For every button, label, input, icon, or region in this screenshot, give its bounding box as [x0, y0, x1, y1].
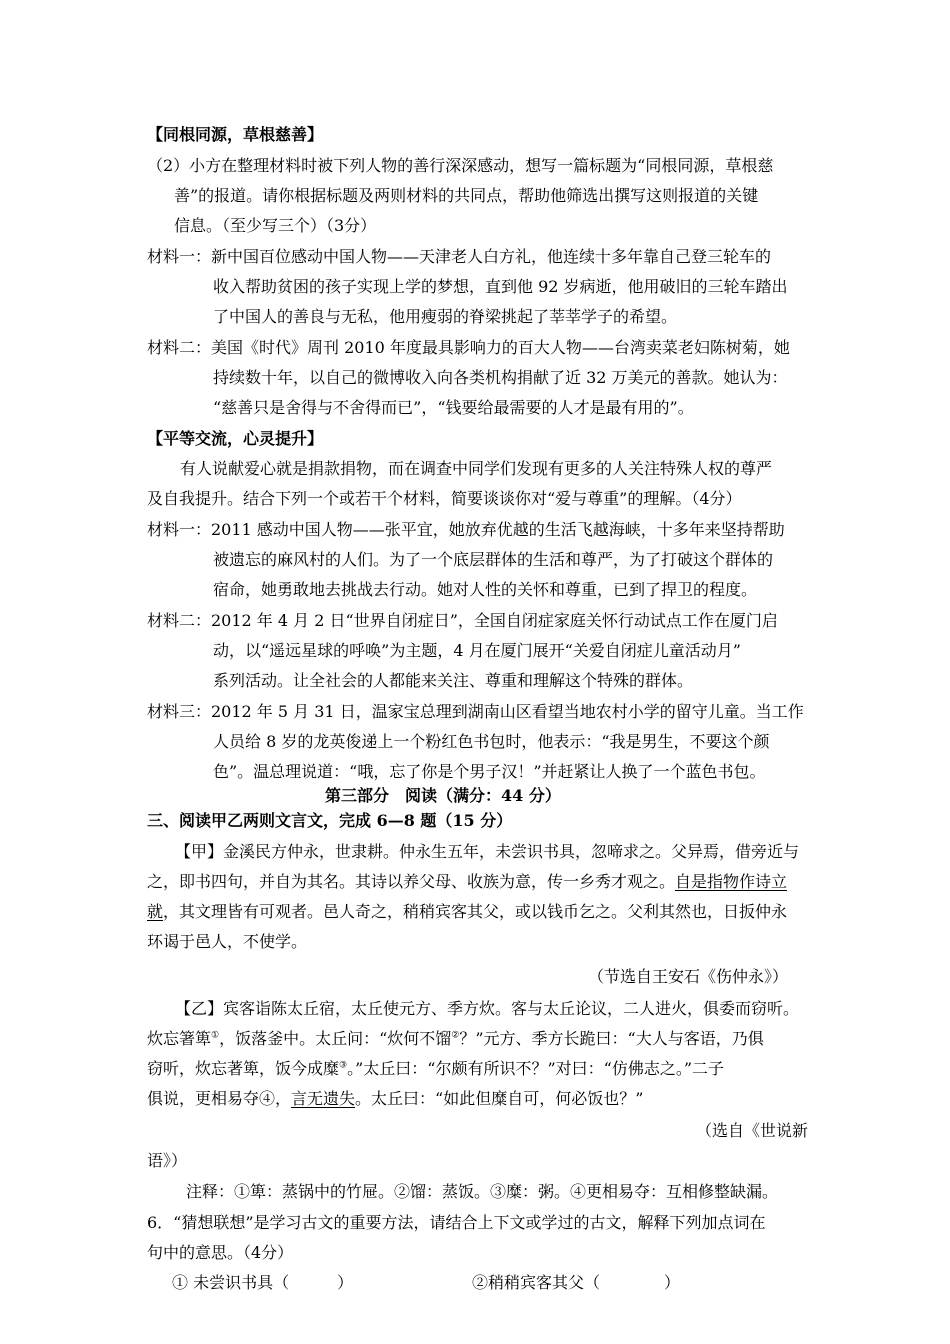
passage-text: ，其文理皆有可观者。邑人奇之，稍稍宾客其父，或以钱币乞之。父利其然也，日扳仲永 [163, 902, 788, 921]
footnote-marker: ① [211, 1030, 220, 1041]
intro-line: 及自我提升。结合下列一个或若干个材料，简要谈谈你对“爱与尊重”的理解。（4分） [147, 489, 742, 508]
passage-text: 炊忘箸箄 [147, 1029, 212, 1048]
passage-text: ，饭落釜中。太丘问：“炊何不馏 [219, 1029, 452, 1048]
question-2-line: 信息。（至少写三个）（3分） [174, 216, 377, 235]
material-line: 材料二：美国《时代》周刊 2010 年度最具影响力的百大人物——台湾卖菜老妇陈树菊，她 [147, 338, 790, 357]
underlined-phrase: 言无遗失 [291, 1089, 356, 1108]
section-heading-grassroots-charity: 【同根同源，草根慈善】 [147, 125, 324, 144]
question-2-line: 善”的报道。请你根据标题及两则材料的共同点，帮助他筛选出撰写这则报道的关键 [174, 186, 759, 205]
passage-yi-line [147, 1058, 724, 1080]
material-line: 材料一：新中国百位感动中国人物——天津老人白方礼，他连续十多年靠自己登三轮车的 [147, 247, 772, 266]
passage-text: ？”元方、季方长跪曰：“大人与客语，乃俱 [459, 1029, 764, 1048]
section-heading-equal-exchange: 【平等交流，心灵提升】 [147, 429, 324, 448]
question-6-item-1: ① 未尝识书具（ ） [172, 1273, 354, 1292]
intro-line: 有人说献爱心就是捐款捐物，而在调查中同学们发现有更多的人关注特殊人权的尊严 [180, 459, 773, 478]
passage-text: 之，即书四句，并自为其名。其诗以养父母、收族为意，传一乡秀才观之。 [147, 872, 676, 891]
passage-text: 俱说，更相易夺④， [147, 1089, 292, 1108]
part-3-title: 第三部分 阅读（满分：44 分） [325, 786, 561, 805]
passage-text: 窃听，炊忘著箄，饭今成糜 [147, 1059, 340, 1078]
material-line: 了中国人的善良与无私，他用瘦弱的脊梁挑起了莘莘学子的希望。 [213, 307, 678, 326]
material-line: 材料一：2011 感动中国人物——张平宜，她放弃优越的生活飞越海峡，十多年来坚持帮助 [147, 520, 785, 539]
passage-text: 。”太丘曰：“尔颇有所识不？”对曰：“仿佛志之。”二子 [347, 1059, 724, 1078]
passage-yi-line [147, 1028, 764, 1050]
annotations: 注释：①箄：蒸锅中的竹屉。②馏：蒸饭。③糜：粥。④更相易夺：互相修整缺漏。 [186, 1182, 779, 1201]
material-line: 宿命，她勇敢地去挑战去行动。她对人性的关怀和尊重，已到了捍卫的程度。 [213, 580, 758, 599]
question-2-line: （2）小方在整理材料时被下列人物的善行深深感动，想写一篇标题为“同根同源，草根慈 [147, 156, 774, 175]
material-line: 材料二：2012 年 4 月 2 日“世界自闭症日”，全国自闭症家庭关怀行动试点工作在厦门启 [147, 611, 778, 630]
underlined-phrase: 就 [147, 902, 164, 921]
question-6-line: 句中的意思。（4分） [147, 1243, 294, 1262]
passage-jia-line: 【甲】金溪民方仲永，世隶耕。仲永生五年，未尝识书具，忽啼求之。父异焉，借旁近与 [175, 842, 800, 861]
question-6-line: 6．“猜想联想”是学习古文的重要方法，请结合上下文或学过的古文，解释下列加点词在 [147, 1213, 766, 1232]
material-line: 材料三：2012 年 5 月 31 日，温家宝总理到湖南山区看望当地农村小学的留守儿童。当工作 [147, 702, 804, 721]
material-line: 持续数十年，以自己的微博收入向各类机构捐献了近 32 万美元的善款。她认为： [213, 368, 788, 387]
material-line: “慈善只是舍得与不舍得而已”，“钱要给最需要的人才是最有用的”。 [213, 398, 694, 417]
material-line: 人员给 8 岁的龙英俊递上一个粉红色书包时，他表示：“我是男生，不要这个颜 [213, 732, 770, 751]
passage-jia-line [147, 871, 787, 893]
footnote-marker: ③ [339, 1060, 348, 1071]
material-line: 系列活动。让全社会的人都能来关注、尊重和理解这个特殊的群体。 [213, 671, 694, 690]
passage-yi-source: （选自《世说新 [696, 1121, 809, 1140]
passage-jia-line [147, 901, 787, 923]
passage-jia-source: （节选自王安石《伤仲永》） [588, 967, 789, 986]
passage-jia-line: 环谒于邑人，不使学。 [147, 932, 308, 951]
material-line: 收入帮助贫困的孩子实现上学的梦想，直到他 92 岁病逝，他用破旧的三轮车踏出 [213, 277, 788, 296]
passage-yi-line: 【乙】宾客诣陈太丘宿，太丘使元方、季方炊。客与太丘论议，二人进火，俱委而窃听。 [175, 999, 800, 1018]
material-line: 动，以“遥远星球的呼唤”为主题，4 月在厦门展开“关爱自闭症儿童活动月” [213, 641, 741, 660]
passage-text: 。太丘曰：“如此但糜自可，何必饭也？” [355, 1089, 644, 1108]
underlined-phrase: 自是指物作诗立 [675, 872, 788, 891]
material-line: 被遗忘的麻风村的人们。为了一个底层群体的生活和尊严，为了打破这个群体的 [213, 550, 774, 569]
passage-yi-source: 语》） [147, 1151, 188, 1170]
footnote-marker: ② [451, 1030, 460, 1041]
passage-yi-line [147, 1088, 643, 1110]
reading-section-heading: 三、阅读甲乙两则文言文，完成 6—8 题（15 分） [147, 811, 513, 830]
question-6-item-2: ②稍稍宾客其父（ ） [472, 1273, 681, 1292]
material-line: 色”。温总理说道：“哦，忘了你是个男子汉！”并赶紧让人换了一个蓝色书包。 [213, 762, 766, 781]
